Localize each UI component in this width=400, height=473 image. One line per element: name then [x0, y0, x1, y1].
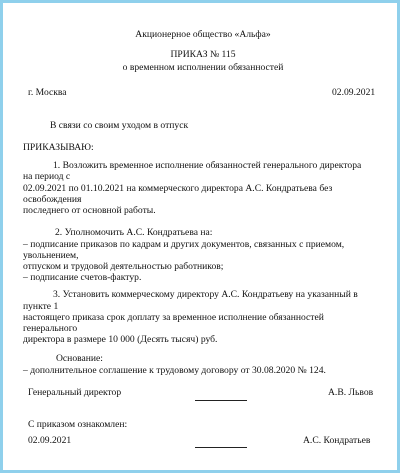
basis-label: Основание: [56, 353, 103, 364]
basis-text: – дополнительное соглашение к трудовому договору от 30.08.2020 № 124. [23, 365, 326, 376]
item-1-line-2: на период с [23, 171, 71, 182]
item-2-line-1: 2. Уполномочить А.С. Кондратьева на: [55, 227, 213, 238]
item-1-line-1: 1. Возложить временное исполнение обязанностей генерального директора [53, 160, 362, 171]
item-3-line-4: генерального [23, 323, 78, 334]
ack-date: 02.09.2021 [28, 435, 72, 446]
order-word: ПРИКАЗЫВАЮ: [23, 142, 94, 153]
signature-line [195, 400, 247, 401]
signer-position: Генеральный директор [28, 387, 122, 398]
signer-name: А.В. Львов [328, 387, 374, 398]
order-date: 02.09.2021 [332, 87, 376, 98]
item-2-line-5: – подписание счетов-фактур. [23, 272, 142, 283]
item-2-line-4: отпуском и трудовой деятельностью работников; [23, 261, 224, 272]
item-1-line-5: последнего от основной работы. [23, 205, 156, 216]
item-1-line-4: освобождения [23, 194, 82, 205]
preamble: В связи со своим уходом в отпуск [50, 120, 189, 131]
company-name: Акционерное общество «Альфа» [135, 29, 271, 40]
ack-signature-line [195, 447, 247, 448]
item-1-line-3: 02.09.2021 по 01.10.2021 на коммерческого директора А.С. Кондратьева без [23, 183, 333, 194]
item-3-line-5: директора в размере 10 000 (Десять тысяч) руб. [23, 334, 218, 345]
order-subject: о временном исполнении обязанностей [122, 62, 284, 73]
item-2-line-2: – подписание приказов по кадрам и других документов, связанных с приемом, [23, 239, 345, 250]
item-3-line-2: пункте 1 [23, 301, 59, 312]
city: г. Москва [28, 87, 67, 98]
item-2-line-3: увольнением, [23, 250, 79, 261]
ack-name: А.С. Кондратьев [303, 435, 371, 446]
item-3-line-1: 3. Установить коммерческому директору А.С. Кондратьеву на указанный в [53, 289, 358, 300]
ack-label: С приказом ознакомлен: [28, 419, 128, 430]
item-3-line-3: настоящего приказа срок доплату за временное исполнение обязанностей [23, 312, 324, 323]
order-title: ПРИКАЗ № 115 [170, 49, 236, 60]
